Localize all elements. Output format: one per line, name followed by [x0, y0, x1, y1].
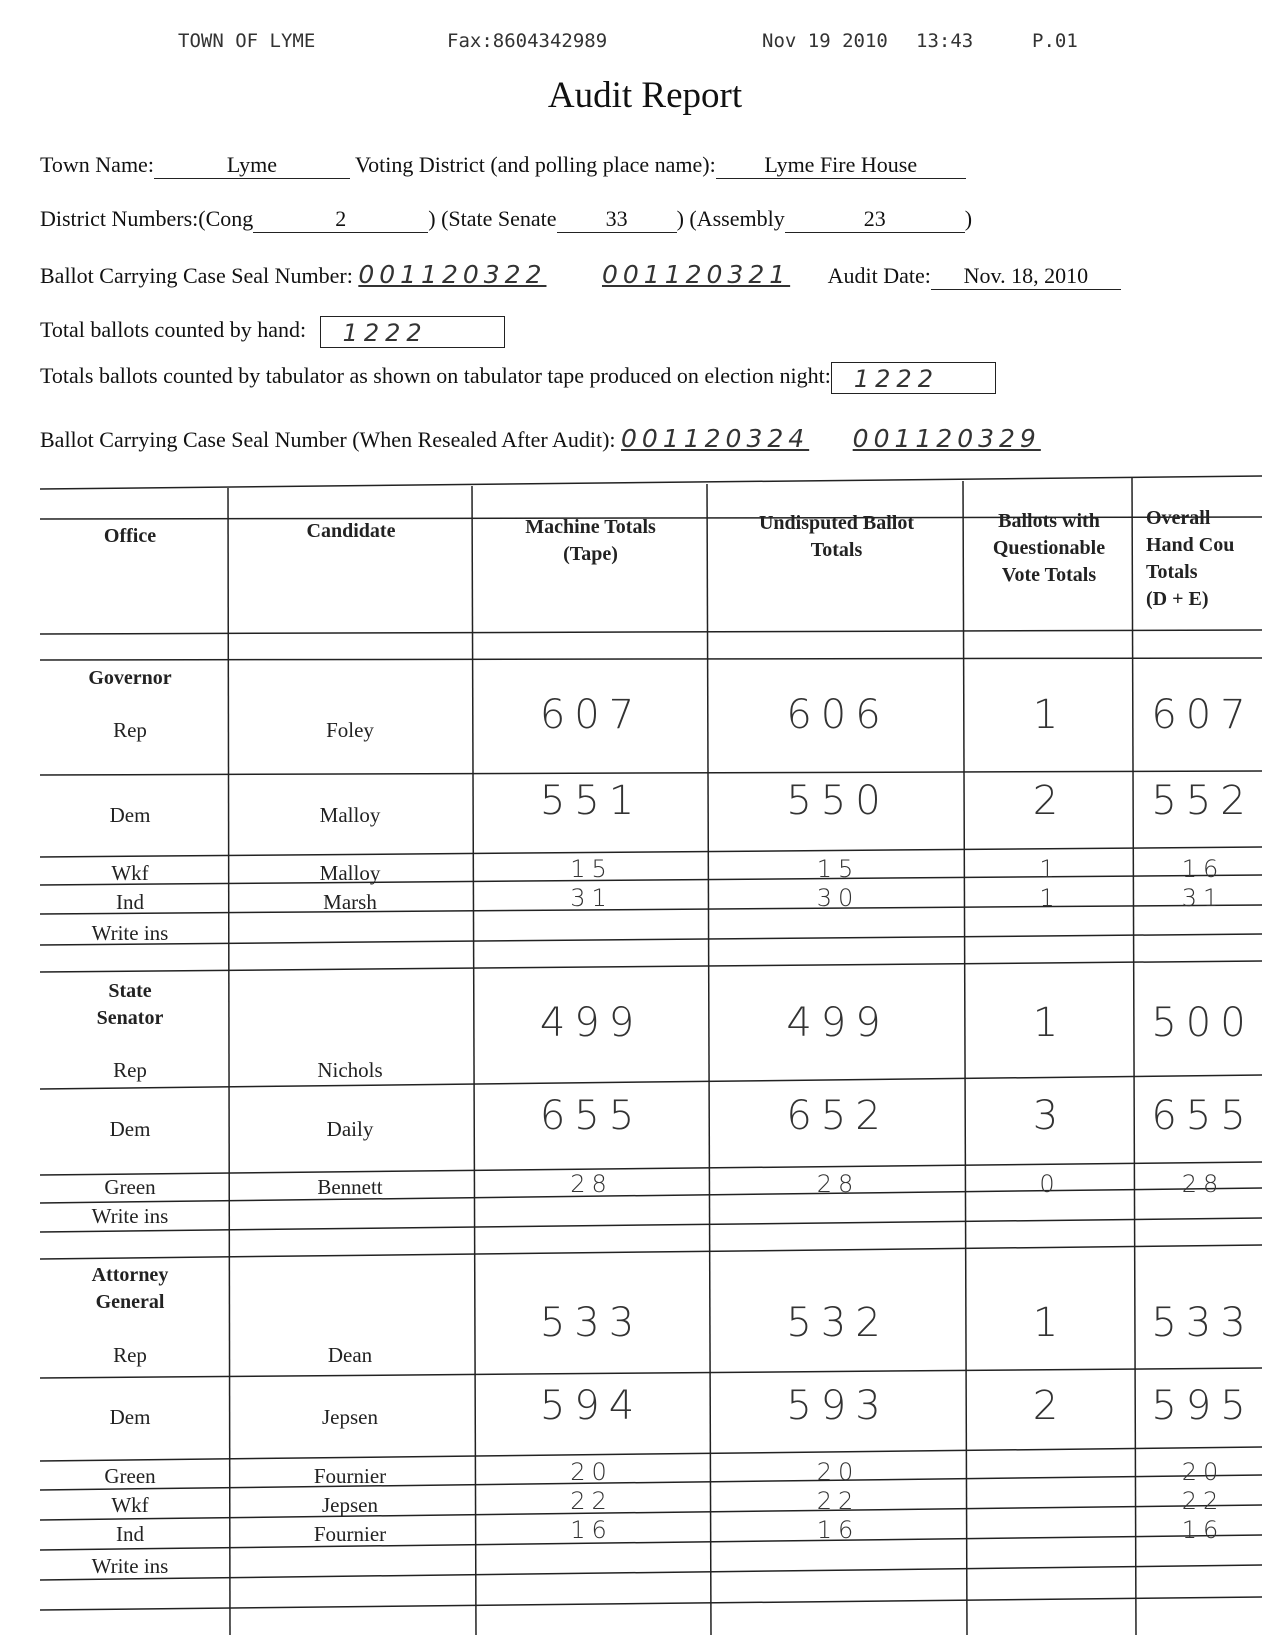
row-7-machine: 28 — [570, 1170, 613, 1198]
row-13-machine: 16 — [570, 1516, 613, 1544]
cong-value: 2 — [253, 206, 428, 233]
header-machine-line-1: Machine Totals — [525, 516, 656, 538]
page-title: Audit Report — [547, 75, 743, 116]
row-2-candidate: Malloy — [319, 861, 381, 885]
header-overall-line-3: Totals — [1146, 561, 1198, 583]
row-9-questionable: 1 — [1032, 1300, 1068, 1346]
row-2-undisputed: 15 — [816, 855, 860, 883]
town-name-label: Town Name: — [40, 152, 154, 177]
tabulator-count-box: 1222 — [831, 362, 996, 394]
row-5-questionable: 1 — [1032, 1000, 1068, 1046]
row-7-candidate: Bennett — [317, 1175, 383, 1199]
row-12-overall: 22 — [1181, 1487, 1225, 1515]
header-overall — [1134, 505, 1275, 613]
header-undisputed — [709, 510, 964, 564]
row-0-undisputed: 606 — [786, 692, 890, 738]
header-machine-totals — [474, 514, 707, 568]
row-7-party: Green — [104, 1175, 156, 1199]
row-10-undisputed: 593 — [786, 1383, 890, 1429]
row-3-undisputed: 30 — [816, 884, 860, 912]
reseal-number-1: 001120324 — [621, 424, 810, 453]
tabulator-label: Totals ballots counted by tabulator as shown on tabulator tape produced on election night: — [40, 363, 831, 389]
row-14-party: Write ins — [91, 1554, 169, 1578]
hand-count-box: 1222 — [320, 316, 505, 348]
row-3-overall: 31 — [1181, 884, 1225, 912]
office-name-line: Attorney — [91, 1264, 169, 1286]
row-11-candidate: Fournier — [313, 1464, 387, 1488]
row-6-overall: 655 — [1151, 1093, 1255, 1139]
row-3-party: Ind — [116, 890, 144, 914]
header-undisputed-line-2: Totals — [810, 539, 863, 561]
row-9-overall: 533 — [1151, 1300, 1255, 1346]
seal-label: Ballot Carrying Case Seal Number: — [40, 263, 353, 288]
row-6-questionable: 3 — [1032, 1093, 1068, 1139]
row-2-machine: 15 — [570, 855, 613, 883]
seal-number-2: 001120321 — [601, 260, 791, 289]
row-10-candidate: Jepsen — [322, 1405, 378, 1429]
row-3-candidate: Marsh — [323, 890, 377, 914]
row-3-questionable: 1 — [1039, 884, 1061, 912]
header-overall-line-2: Hand Cou — [1146, 534, 1235, 556]
row-4-party: Write ins — [91, 921, 169, 945]
header-questionable-line-2: Questionable — [992, 537, 1106, 559]
row-5-machine: 499 — [539, 1000, 644, 1046]
office-governor — [40, 665, 220, 692]
row-9-party: Rep — [113, 1343, 147, 1367]
row-5-undisputed: 499 — [786, 1000, 890, 1046]
row-13-undisputed: 16 — [816, 1516, 860, 1544]
office-name-line: Governor — [88, 667, 172, 689]
row-13-party: Ind — [116, 1522, 144, 1546]
row-11-overall: 20 — [1181, 1458, 1225, 1486]
row-13-candidate: Fournier — [313, 1522, 387, 1546]
row-11-party: Green — [104, 1464, 156, 1488]
row-7-overall: 28 — [1181, 1170, 1225, 1198]
row-1-overall: 552 — [1151, 778, 1255, 824]
hand-count-label: Total ballots counted by hand: — [40, 317, 307, 343]
row-10-machine: 594 — [539, 1383, 644, 1429]
row-1-party: Dem — [109, 803, 151, 827]
audit-date-label: Audit Date: — [827, 263, 931, 288]
row-13-overall: 16 — [1181, 1516, 1225, 1544]
header-overall-line-4: (D + E) — [1146, 588, 1209, 610]
row-10-questionable: 2 — [1032, 1383, 1068, 1429]
row-12-machine: 22 — [570, 1487, 613, 1515]
row-3-machine: 31 — [570, 884, 613, 912]
fax-time: 13:43 — [916, 30, 974, 52]
reseal-label: Ballot Carrying Case Seal Number (When Resealed After Audit): — [40, 427, 616, 452]
row-6-candidate: Daily — [326, 1117, 374, 1141]
header-overall-line-1: Overall — [1146, 507, 1211, 529]
office-state-senator — [40, 978, 220, 1032]
row-2-party: Wkf — [111, 861, 149, 885]
fax-sender: TOWN OF LYME — [178, 30, 316, 52]
row-10-overall: 595 — [1151, 1383, 1255, 1429]
row-1-candidate: Malloy — [319, 803, 381, 827]
voting-district-value: Lyme Fire House — [716, 152, 966, 179]
row-1-questionable: 2 — [1032, 778, 1068, 824]
row-10-party: Dem — [109, 1405, 151, 1429]
row-1-machine: 551 — [539, 778, 644, 824]
row-11-machine: 20 — [570, 1458, 613, 1486]
row-7-undisputed: 28 — [816, 1170, 860, 1198]
fax-number: Fax:8604342989 — [447, 30, 608, 52]
town-name-value: Lyme — [154, 152, 350, 179]
reseal-number-2: 001120329 — [852, 424, 1041, 453]
office-name-line: State — [108, 980, 152, 1002]
row-9-candidate: Dean — [327, 1343, 373, 1367]
row-9-undisputed: 532 — [786, 1300, 890, 1346]
row-6-undisputed: 652 — [786, 1093, 890, 1139]
office-name-line: Senator — [96, 1007, 164, 1029]
row-5-overall: 500 — [1151, 1000, 1255, 1046]
row-8-party: Write ins — [91, 1204, 169, 1228]
row-12-undisputed: 22 — [816, 1487, 860, 1515]
header-questionable-line-3: Vote Totals — [1001, 564, 1097, 586]
row-2-overall: 16 — [1181, 855, 1225, 883]
row-7-questionable: 0 — [1039, 1170, 1061, 1198]
row-0-candidate: Foley — [326, 718, 374, 742]
state-senate-value: 33 — [557, 206, 677, 233]
row-0-party: Rep — [113, 718, 147, 742]
voting-district-label: Voting District (and polling place name): — [355, 152, 716, 177]
seal-number-1: 001120322 — [358, 260, 547, 289]
fax-date: Nov 19 2010 — [762, 30, 888, 52]
row-9-machine: 533 — [539, 1300, 644, 1346]
close-paren: ) — [964, 206, 973, 231]
row-2-questionable: 1 — [1039, 855, 1061, 883]
row-12-candidate: Jepsen — [322, 1493, 378, 1517]
row-0-overall: 607 — [1151, 692, 1255, 738]
row-5-candidate: Nichols — [317, 1058, 383, 1082]
row-0-machine: 607 — [539, 692, 644, 738]
assembly-value: 23 — [785, 206, 965, 233]
header-questionable-line-1: Ballots with — [998, 510, 1100, 532]
audit-date-value: Nov. 18, 2010 — [931, 263, 1121, 290]
row-5-party: Rep — [113, 1058, 147, 1082]
row-12-party: Wkf — [111, 1493, 149, 1517]
assembly-label: ) (Assembly — [676, 206, 785, 231]
fax-page: P.01 — [1032, 30, 1078, 52]
office-attorney-general — [40, 1262, 220, 1316]
header-questionable — [965, 508, 1133, 589]
office-name-line: General — [95, 1291, 165, 1313]
header-office: Office — [103, 525, 157, 547]
header-candidate: Candidate — [306, 520, 396, 542]
row-1-undisputed: 550 — [786, 778, 890, 824]
district-numbers-label: District Numbers:(Cong — [40, 206, 254, 231]
state-senate-label: ) (State Senate — [428, 206, 557, 231]
row-6-machine: 655 — [539, 1093, 644, 1139]
header-machine-line-2: (Tape) — [563, 543, 618, 565]
row-11-undisputed: 20 — [816, 1458, 860, 1486]
row-0-questionable: 1 — [1032, 692, 1068, 738]
header-undisputed-line-1: Undisputed Ballot — [758, 512, 915, 534]
row-6-party: Dem — [109, 1117, 151, 1141]
